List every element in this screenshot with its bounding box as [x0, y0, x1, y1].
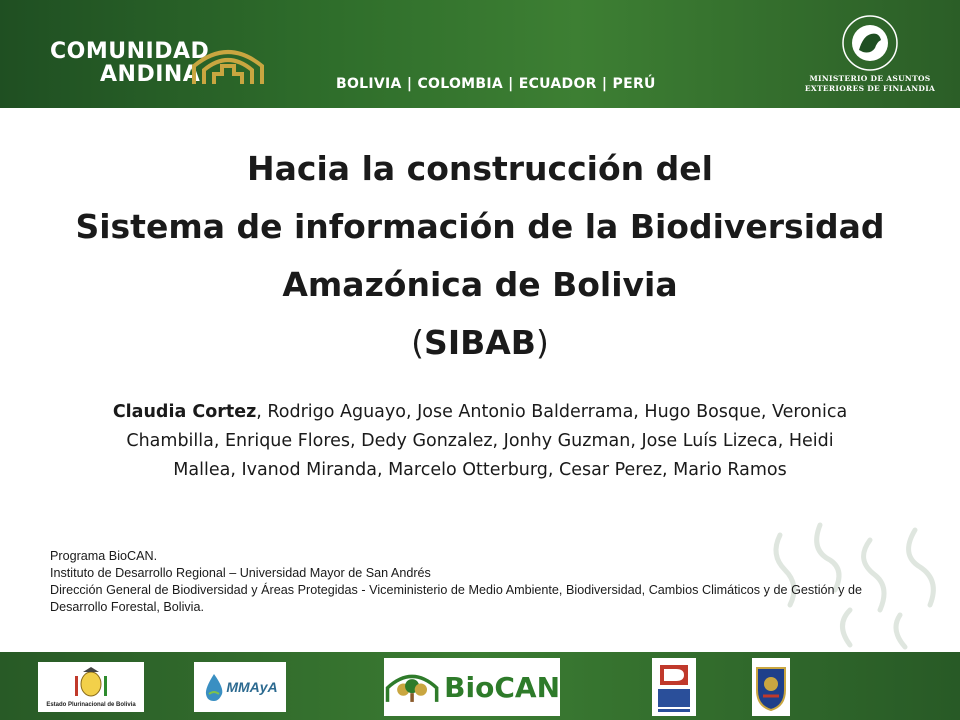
- authors-line3: Mallea, Ivanod Miranda, Marcelo Otterburg, Cesar Perez, Mario Ramos: [173, 460, 787, 480]
- lead-author: Claudia Cortez: [112, 402, 257, 422]
- org-line2: ANDINA: [100, 62, 201, 87]
- tree-canopy-icon: [384, 666, 440, 708]
- affiliation-item: Programa BioCAN.: [50, 549, 158, 563]
- mmaya-label: MMAyA: [226, 679, 278, 695]
- idr-logo: [652, 658, 696, 716]
- footer-band: [0, 652, 960, 720]
- affiliations: [50, 548, 862, 616]
- header-band: [0, 0, 960, 108]
- biocan-logo: [384, 658, 560, 716]
- umsa-logo: [752, 658, 790, 716]
- presentation-title: [30, 140, 930, 372]
- affiliation-item: Instituto de Desarrollo Regional – Universidad Mayor de San Andrés: [50, 566, 431, 580]
- estado-plurinacional-logo: [38, 662, 144, 712]
- ministry-line2: EXTERIORES DE FINLANDIA: [804, 84, 936, 93]
- water-drop-icon: [202, 672, 226, 702]
- bolivia-coat-of-arms-icon: [71, 666, 111, 700]
- org-line1: COMUNIDAD: [50, 39, 210, 64]
- title-line3: Amazónica de Bolivia: [282, 265, 678, 304]
- umsa-shield-icon: [754, 662, 788, 712]
- mmaya-logo: [194, 662, 286, 712]
- acronym-open: (: [411, 323, 425, 362]
- acronym-close: ): [535, 323, 549, 362]
- title-acronym-line: [30, 314, 930, 372]
- title-line2: Sistema de información de la Biodiversidad: [75, 207, 885, 246]
- member-countries: BOLIVIA | COLOMBIA | ECUADOR | PERÚ: [336, 76, 656, 92]
- ministry-line1: MINISTERIO DE ASUNTOS: [809, 74, 931, 83]
- title-acronym: SIBAB: [424, 323, 536, 362]
- authors-line1: , Rodrigo Aguayo, Jose Antonio Balderrama, Hugo Bosque, Veronica: [256, 402, 848, 422]
- comunidad-andina-wordmark: [50, 40, 209, 86]
- authors-line2: Chambilla, Enrique Flores, Dedy Gonzalez, Jonhy Guzman, Jose Luís Lizeca, Heidi: [126, 431, 834, 451]
- finland-lion-seal-icon: [841, 14, 899, 72]
- andean-emblem-icon: [190, 40, 266, 91]
- biocan-label: BioCAN: [444, 670, 560, 704]
- idr-emblem-icon: [654, 661, 694, 713]
- affiliation-item: Dirección General de Biodiversidad y Áreas Protegidas - Viceministerio de Medio Ambiente, Biodiversidad, Cambios Climáticos y de Gestión y de Desarrollo Forestal, Bolivia.: [50, 583, 862, 614]
- author-list: [60, 398, 900, 485]
- title-line1: Hacia la construcción del: [247, 149, 713, 188]
- estado-caption: Estado Plurinacional de Bolivia: [46, 702, 136, 708]
- comunidad-andina-logo: [50, 40, 209, 86]
- finland-ministry-logo: [800, 14, 940, 94]
